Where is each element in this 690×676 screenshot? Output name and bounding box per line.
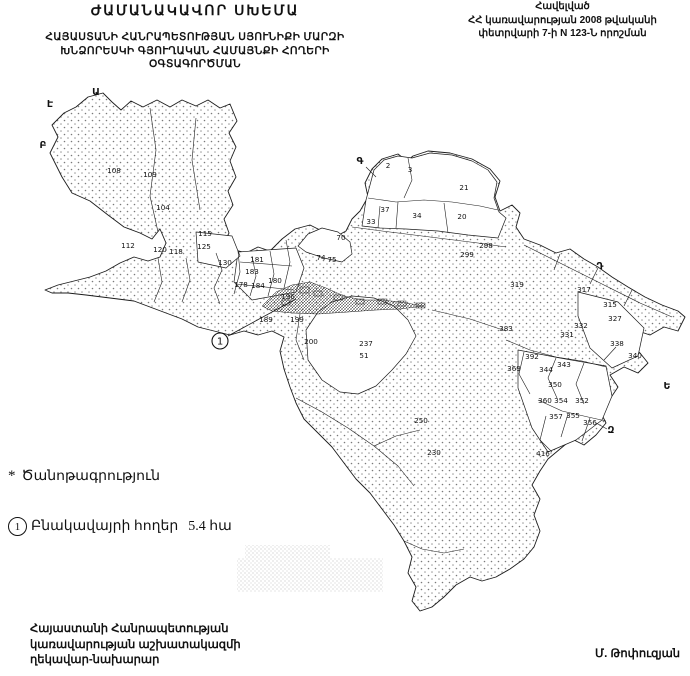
boundary-letter: Ե (663, 381, 671, 392)
boundary-letter: Զ (607, 425, 615, 436)
legend-item-1-value: 5.4 հա (188, 519, 232, 534)
footer-line3: ղեկավար-նախարար (30, 654, 160, 666)
parcel-number: 200 (304, 337, 318, 346)
parcel-number: 344 (539, 365, 553, 374)
parcel-number: 181 (250, 255, 264, 264)
page-subtitle-line1: ՀԱՅԱՍՏԱՆԻ ՀԱՆՐԱՊԵՏՈՒԹՅԱՆ ՍՅՈՒՆԻՔԻ ՄԱՐԶԻ (45, 31, 345, 43)
parcel-number: 317 (577, 285, 591, 294)
appendix-line3: փետրվարի 7-ի N 123-Ն որոշման (478, 28, 647, 39)
signature: Մ. Թոփուզյան (595, 648, 681, 660)
parcel-number: 189 (259, 315, 273, 324)
parcel-number: 118 (169, 247, 183, 256)
parcel-number: 237 (359, 339, 373, 348)
page-subtitle-line3: ՕԳՏԱԳՈՐԾՄԱՆ (149, 58, 241, 70)
parcel-number: 327 (608, 314, 622, 323)
footer-line1: Հայաստանի Հանրապետության (30, 623, 229, 635)
parcel-number: 125 (197, 242, 211, 251)
callout-number: 1 (216, 336, 224, 348)
legend-item-1-label: Բնակավայրի հողեր (31, 519, 179, 534)
parcel-number: 108 (107, 166, 121, 175)
boundary-letter: Դ (596, 261, 604, 272)
parcel-number: 383 (499, 324, 513, 333)
parcel-number: 369 (507, 364, 521, 373)
boundary-letter: Գ (356, 156, 364, 167)
parcel-number: 355 (566, 411, 580, 420)
boundary-letter: Է (46, 99, 54, 110)
parcel-number: 230 (427, 448, 441, 457)
parcel-number: 199 (290, 315, 304, 324)
page-subtitle-line2: ԽՆՁՈՐԵՍԿԻ ԳՅՈՒՂԱԿԱՆ ՀԱՄԱՅՆՔԻ ՀՈՂԵՐԻ (60, 44, 330, 57)
parcel-number: 51 (359, 351, 369, 360)
fade-blocks (237, 545, 383, 592)
footer-line2: կառավարության աշխատակազմի (30, 638, 241, 651)
parcel-number: 184 (251, 281, 265, 290)
parcel-number: 130 (218, 258, 232, 267)
parcel-number: 20 (457, 212, 467, 221)
parcel-number: 350 (548, 380, 562, 389)
parcel-number: 331 (560, 330, 574, 339)
parcel-number: 315 (603, 300, 617, 309)
parcel-number: 2 (385, 161, 391, 170)
parcel-number: 115 (198, 229, 212, 238)
parcel-number: 109 (143, 170, 157, 179)
parcel-number: 354 (554, 396, 568, 405)
parcel-number: 74 (316, 253, 326, 262)
circled-1-icon: 1 (8, 517, 27, 536)
parcel-number: 356 (583, 418, 597, 427)
parcel-number: 250 (414, 416, 428, 425)
parcel-number: 21 (459, 183, 469, 192)
title-block (40, 2, 350, 72)
parcel-number: 37 (380, 205, 390, 214)
parcel-number: 104 (156, 203, 170, 212)
parcel-number: 34 (412, 211, 422, 220)
legend-note-label: Ծանոթագրություն (21, 469, 160, 484)
appendix-block (440, 0, 685, 41)
parcel-number: 183 (245, 267, 259, 276)
parcel-number: 112 (121, 241, 135, 250)
parcel-number: 392 (525, 352, 539, 361)
page-title: ԺԱՄԱՆԱԿԱՎՈՐ ՍԽԵՄԱ (90, 2, 300, 18)
parcel-number: 178 (234, 280, 248, 289)
parcel-number: 3 (407, 165, 413, 174)
parcel-number: 33 (366, 217, 376, 226)
parcel-number: 338 (610, 339, 624, 348)
parcel-number: 196 (281, 292, 295, 301)
parcel-number: 299 (460, 250, 474, 259)
parcel-number: 343 (557, 360, 571, 369)
parcel-number: 340 (628, 351, 642, 360)
parcel-number: 75 (327, 255, 337, 264)
boundary-letter: Ա (92, 87, 100, 98)
legend-item-1 (8, 517, 232, 536)
parcel-number: 120 (153, 245, 167, 254)
legend-note (8, 468, 160, 485)
appendix-line1: Հավելված (535, 1, 590, 12)
parcel-number: 352 (575, 396, 589, 405)
parcel-number: 180 (268, 276, 282, 285)
asterisk-icon: * (8, 468, 16, 484)
parcel-number: 332 (574, 321, 588, 330)
parcel-number: 298 (479, 241, 493, 250)
parcel-number: 416 (536, 449, 550, 458)
boundary-letter: Բ (39, 140, 47, 151)
parcel-number: 360 (538, 396, 552, 405)
parcel-number: 70 (336, 233, 346, 242)
parcel-number: 357 (549, 412, 563, 421)
appendix-line2: ՀՀ կառավարության 2008 թվականի (468, 14, 657, 26)
footer-left-block (30, 622, 241, 669)
parcel-number: 319 (510, 280, 524, 289)
